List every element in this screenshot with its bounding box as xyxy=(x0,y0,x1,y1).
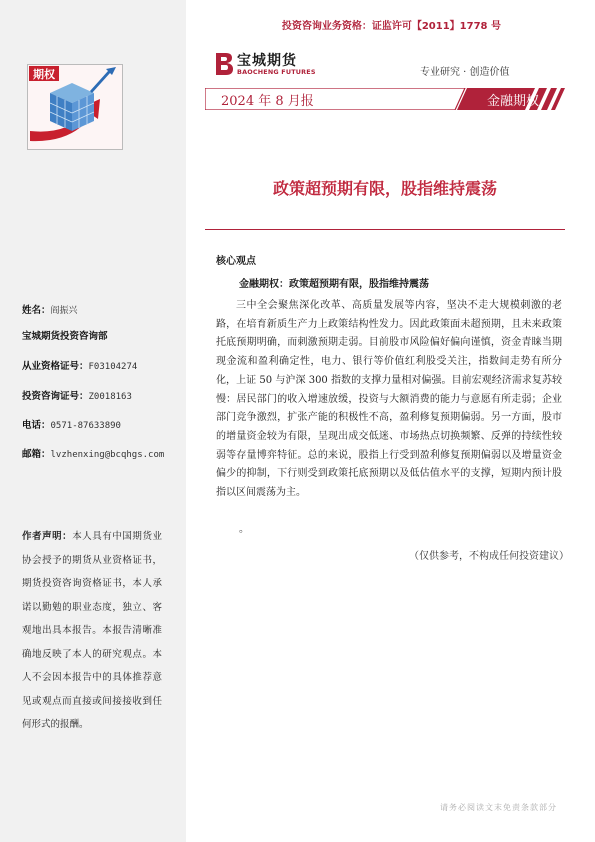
phone-label: 电话： xyxy=(22,420,51,431)
phone-number: 0571-87633890 xyxy=(50,421,121,431)
reference-disclaimer: （仅供参考，不构成任何投资建议） xyxy=(409,551,569,562)
email-label: 邮箱： xyxy=(22,449,51,460)
logo-chinese: 宝城期货 xyxy=(237,53,297,69)
department-row xyxy=(22,328,108,342)
logo-mark-icon xyxy=(213,51,235,77)
section-title: 核心观点 xyxy=(216,256,256,267)
consult-label: 投资咨询证号： xyxy=(22,391,89,402)
title-divider xyxy=(205,229,565,230)
subsection-text: 政策超预期有限，股指维持震荡 xyxy=(289,279,429,290)
subsection-label: 金融期权： xyxy=(239,279,289,290)
consult-number: Z0018163 xyxy=(88,392,132,402)
email-row xyxy=(22,446,164,460)
sidebar xyxy=(0,0,186,842)
report-title: 政策超预期有限，股指维持震荡 xyxy=(272,179,497,198)
company-logo xyxy=(213,49,333,81)
license-number: F03104274 xyxy=(88,362,138,372)
core-view-paragraph: 三中全会聚焦深化改革、高质量发展等内容，坚决不走大规模刺激的老路，在培育新质生产力上政策结构性发力。因此政策面未超预期，且未来政策托底预期明确，而刺激预期走弱。目前股市风险偏好偏向谨慎，资金青睐当期现金流和盈利确定性，电力、银行等价值红利股受关注，指数间走势有所分化，上证 50 与沪深 300 指数的支撑力量相对偏强。目前宏观经济需求复苏较慢：居民部门的收入增速放缓，投资与大额消费的能力与意愿有所走弱；企业部门竞争激烈，扩张产能的积极性不高，盈利修复预期偏弱。另一方面，股市的增量资金较为有限，呈现出成交低迷、市场热点切换频繁、反弹的持续性较弱等存量博弈特征。总的来说，股指上行受到盈利修复预期偏弱以及增量资金偏少的抑制，下行则受到政策托底预期以及低估值水平的支撑，短期内预计股指以区间震荡为主。 xyxy=(216,300,562,499)
cube-arrow-illustration xyxy=(28,65,122,149)
trailing-mark: 。 xyxy=(239,524,249,535)
slogan: 专业研究 · 创造价值 xyxy=(420,67,510,78)
footer-note: 请务必阅读文末免责条款部分 xyxy=(440,803,557,812)
author-name: 阎振兴 xyxy=(50,306,78,316)
report-banner xyxy=(205,88,565,110)
email-address[interactable]: lvzhenxing@bcqhgs.com xyxy=(50,450,165,460)
statement-text: 本人具有中国期货业协会授予的期货从业资格证书，期货投资咨询资格证书，本人承诺以勤勉的职业态度，独立、客观地出具本报告。本报告清晰准确地反映了本人的研究观点。本人不会因本报告中的具体推荐意见或观点而直接或间接接收到任何形式的报酬。 xyxy=(22,531,162,730)
consult-row xyxy=(22,388,132,402)
author-statement xyxy=(22,525,162,737)
license-row xyxy=(22,358,137,372)
phone-row xyxy=(22,417,121,431)
author-name-row xyxy=(22,302,78,316)
subsection-title xyxy=(239,275,429,290)
statement-label: 作者声明： xyxy=(22,531,73,542)
name-label: 姓名： xyxy=(22,305,51,316)
license-header: 投资咨询业务资格：证监许可【2011】1778 号 xyxy=(281,21,501,32)
cover-image xyxy=(27,64,123,150)
logo-english: BAOCHENG FUTURES xyxy=(237,68,316,76)
cover-label: 期权 xyxy=(33,68,55,81)
license-label: 从业资格证号： xyxy=(22,361,89,372)
report-date: 2024 年 8 月报 xyxy=(221,94,314,109)
report-category: 金融期权 xyxy=(487,94,540,109)
department: 宝城期货投资咨询部 xyxy=(22,331,108,342)
